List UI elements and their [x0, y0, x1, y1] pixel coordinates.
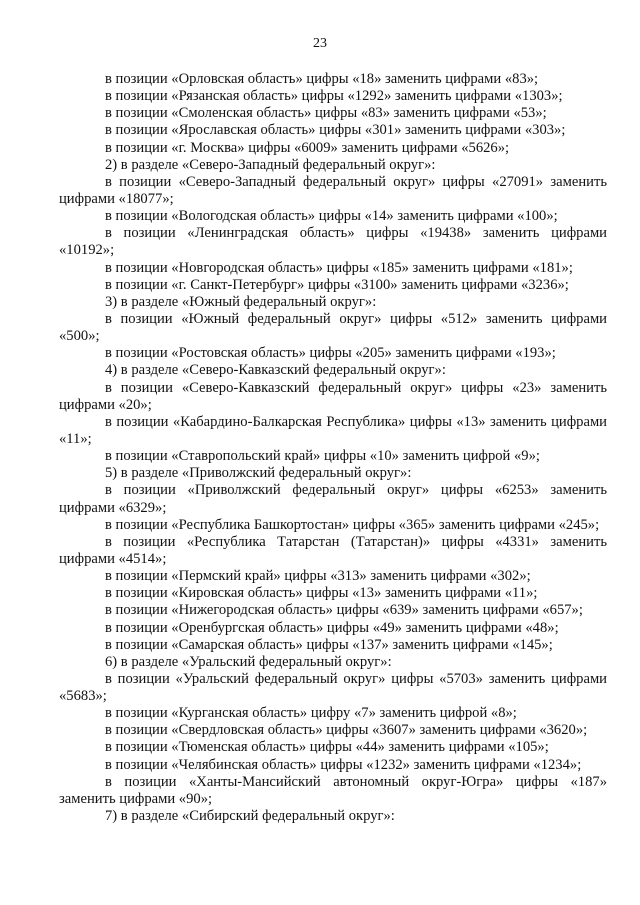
- text-line: «500»;: [59, 328, 100, 345]
- text-line: в позиции «Пермский край» цифры «313» заменить цифрами «302»;: [105, 568, 531, 585]
- text-line: цифрами «4514»;: [59, 550, 167, 567]
- text-line: в позиции «Ханты-Мансийский автономный округ-Югра» цифры «187»: [105, 773, 607, 790]
- text-line: в позиции «Уральский федеральный округ» цифры «5703» заменить цифрами: [105, 670, 607, 687]
- text-line: в позиции «Республика Башкортостан» цифры «365» заменить цифрами «245»;: [105, 516, 600, 533]
- text-line: цифрами «20»;: [59, 396, 152, 413]
- text-line: в позиции «Самарская область» цифры «137» заменить цифрами «145»;: [105, 636, 553, 653]
- text-line: в позиции «Ленинградская область» цифры «19438» заменить цифрами: [105, 225, 607, 242]
- text-line: 3) в разделе «Южный федеральный округ»:: [105, 293, 377, 310]
- text-line: в позиции «Нижегородская область» цифры «639» заменить цифрами «657»;: [105, 602, 583, 619]
- text-line: 5) в разделе «Приволжский федеральный округ»:: [105, 465, 412, 482]
- text-line: в позиции «Челябинская область» цифры «1232» заменить цифрами «1234»;: [105, 756, 582, 773]
- text-line: в позиции «Приволжский федеральный округ» цифры «6253» заменить: [105, 482, 607, 499]
- text-line: в позиции «Свердловская область» цифры «3607» заменить цифрами «3620»;: [105, 722, 588, 739]
- text-line: в позиции «г. Москва» цифры «6009» заменить цифрами «5626»;: [105, 139, 510, 156]
- text-line: в позиции «Ростовская область» цифры «205» заменить цифрами «193»;: [105, 345, 556, 362]
- text-line: в позиции «Рязанская область» цифры «1292» заменить цифрами «1303»;: [105, 88, 563, 105]
- text-line: в позиции «г. Санкт-Петербург» цифры «3100» заменить цифрами «3236»;: [105, 276, 569, 293]
- text-line: в позиции «Курганская область» цифру «7» заменить цифрой «8»;: [105, 705, 517, 722]
- text-line: в позиции «Орловская область» цифры «18» заменить цифрами «83»;: [105, 71, 539, 87]
- text-line: в позиции «Северо-Кавказский федеральный округ» цифры «23» заменить: [105, 379, 607, 396]
- text-line: в позиции «Южный федеральный округ» цифры «512» заменить цифрами: [105, 310, 607, 327]
- text-line: в позиции «Кабардино-Балкарская Республика» цифры «13» заменить цифрами: [105, 413, 607, 430]
- text-line: в позиции «Новгородская область» цифры «185» заменить цифрами «181»;: [105, 259, 573, 276]
- text-line: в позиции «Кировская область» цифры «13» заменить цифрами «11»;: [105, 585, 538, 602]
- text-line: в позиции «Северо-Западный федеральный округ» цифры «27091» заменить: [105, 173, 607, 190]
- text-line: в позиции «Республика Татарстан (Татарстан)» цифры «4331» заменить: [105, 533, 607, 550]
- amendment-text: [59, 71, 607, 825]
- text-line: в позиции «Смоленская область» цифры «83» заменить цифрами «53»;: [105, 105, 547, 122]
- page-number: 23: [313, 36, 327, 51]
- text-line: «10192»;: [59, 242, 115, 259]
- text-line: в позиции «Оренбургская область» цифры «49» заменить цифрами «48»;: [105, 619, 559, 636]
- text-line: 4) в разделе «Северо-Кавказский федеральный округ»:: [105, 362, 446, 379]
- text-line: цифрами «6329»;: [59, 499, 167, 516]
- text-line: 2) в разделе «Северо-Западный федеральный округ»:: [105, 156, 436, 173]
- text-line: в позиции «Ставропольский край» цифры «10» заменить цифрой «9»;: [105, 448, 540, 465]
- text-line: «11»;: [59, 430, 92, 447]
- text-line: цифрами «18077»;: [59, 190, 174, 207]
- text-line: «5683»;: [59, 688, 107, 705]
- text-line: 6) в разделе «Уральский федеральный округ»:: [105, 653, 392, 670]
- text-line: 7) в разделе «Сибирский федеральный округ»:: [105, 808, 395, 825]
- text-line: заменить цифрами «90»;: [59, 790, 213, 807]
- text-line: в позиции «Тюменская область» цифры «44» заменить цифрами «105»;: [105, 739, 549, 756]
- text-line: в позиции «Ярославская область» цифры «301» заменить цифрами «303»;: [105, 122, 566, 139]
- text-line: в позиции «Вологодская область» цифры «14» заменить цифрами «100»;: [105, 208, 558, 225]
